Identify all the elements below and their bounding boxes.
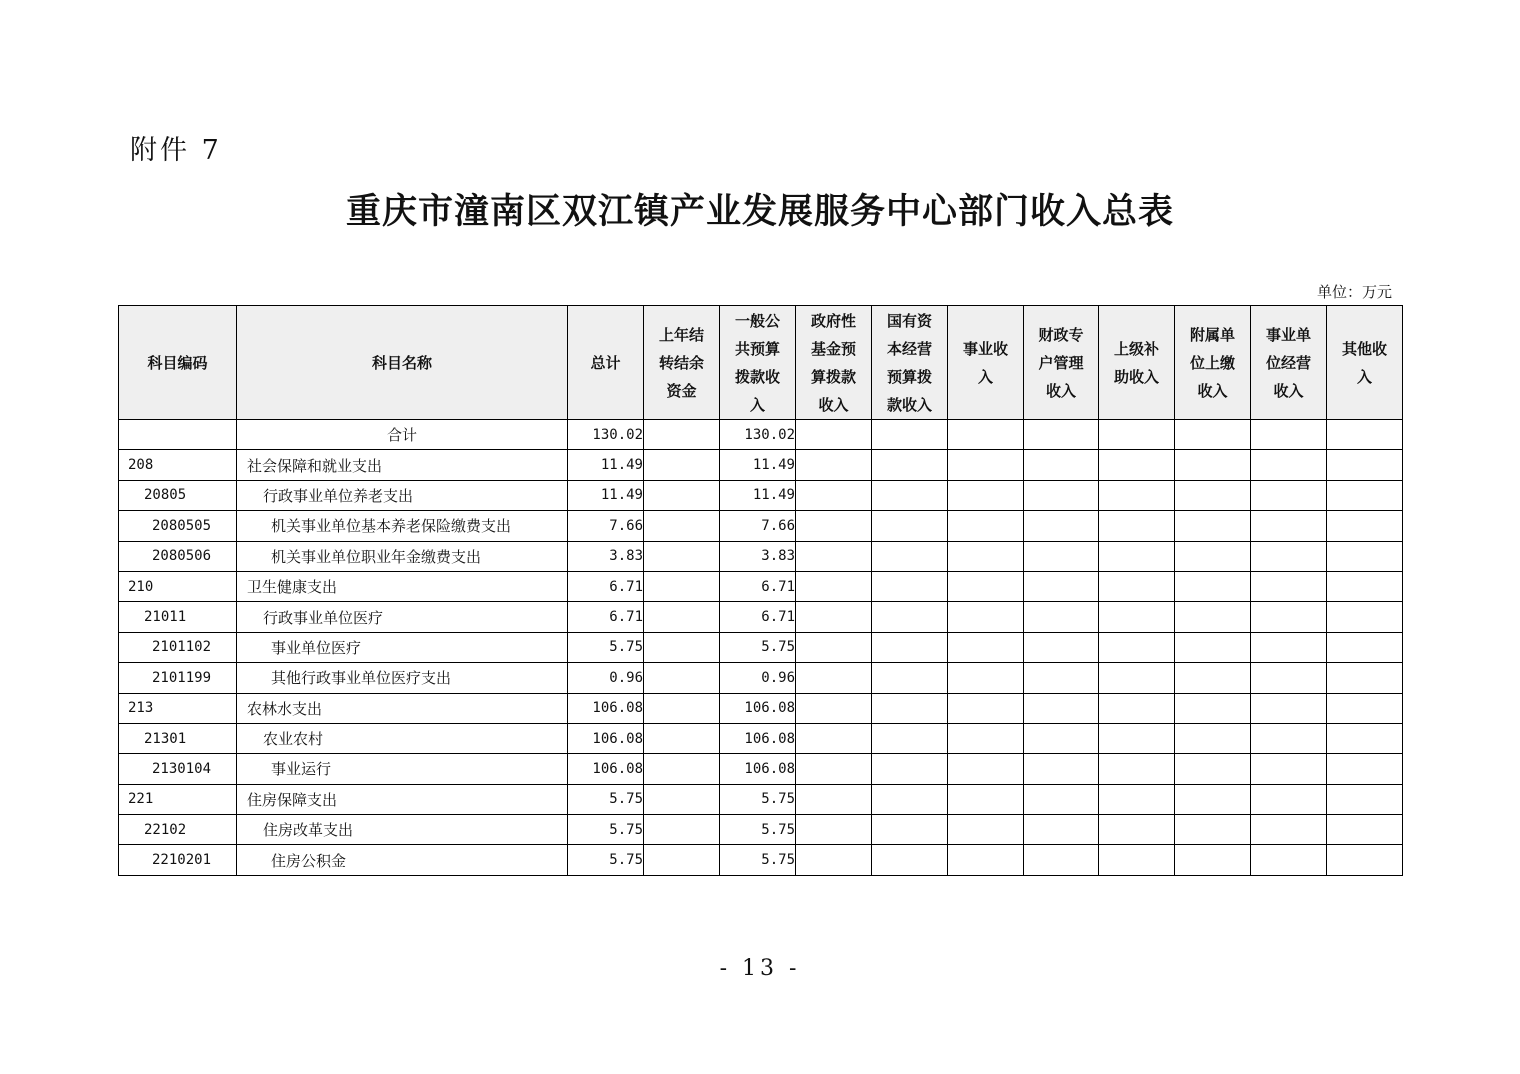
row-empty-cell <box>1175 723 1251 753</box>
row-empty-cell <box>1099 632 1175 662</box>
row-empty-cell <box>948 723 1024 753</box>
row-empty-cell <box>1024 693 1099 723</box>
row-empty-cell <box>872 754 948 784</box>
row-carryover <box>644 571 720 601</box>
row-empty-cell <box>872 450 948 480</box>
row-empty-cell <box>1175 754 1251 784</box>
row-code: 20805 <box>119 480 237 510</box>
row-empty-cell <box>1024 511 1099 541</box>
row-total: 106.08 <box>568 723 644 753</box>
row-name: 社会保障和就业支出 <box>237 450 568 480</box>
row-name: 机关事业单位职业年金缴费支出 <box>237 541 568 571</box>
row-empty-cell <box>1024 420 1099 450</box>
row-empty-cell <box>1099 754 1175 784</box>
row-empty-cell <box>1099 723 1175 753</box>
row-total: 11.49 <box>568 480 644 510</box>
column-header-affiliated-units: 附属单位上缴收入 <box>1175 306 1251 420</box>
row-empty-cell <box>1251 420 1327 450</box>
row-empty-cell <box>948 663 1024 693</box>
row-general-budget: 11.49 <box>720 450 796 480</box>
row-empty-cell <box>1327 845 1403 875</box>
row-empty-cell <box>796 571 872 601</box>
row-empty-cell <box>1175 693 1251 723</box>
row-general-budget: 5.75 <box>720 845 796 875</box>
row-empty-cell <box>1099 450 1175 480</box>
table-row <box>119 815 1403 845</box>
row-empty-cell <box>872 511 948 541</box>
row-name: 农林水支出 <box>237 693 568 723</box>
row-carryover <box>644 754 720 784</box>
row-empty-cell <box>1024 723 1099 753</box>
row-general-budget: 106.08 <box>720 723 796 753</box>
row-name: 住房改革支出 <box>237 815 568 845</box>
row-empty-cell <box>796 511 872 541</box>
row-empty-cell <box>1099 420 1175 450</box>
row-empty-cell <box>1099 571 1175 601</box>
row-empty-cell <box>948 541 1024 571</box>
row-code <box>119 420 237 450</box>
row-code: 2210201 <box>119 845 237 875</box>
table-header-row <box>119 306 1403 420</box>
row-general-budget: 11.49 <box>720 480 796 510</box>
row-total: 106.08 <box>568 754 644 784</box>
row-empty-cell <box>1024 602 1099 632</box>
row-empty-cell <box>796 815 872 845</box>
row-empty-cell <box>948 571 1024 601</box>
table-row-total <box>119 420 1403 450</box>
row-total: 5.75 <box>568 784 644 814</box>
row-empty-cell <box>1099 815 1175 845</box>
row-name: 住房保障支出 <box>237 784 568 814</box>
row-empty-cell <box>948 693 1024 723</box>
row-empty-cell <box>1024 541 1099 571</box>
row-name: 其他行政事业单位医疗支出 <box>237 663 568 693</box>
row-code: 21301 <box>119 723 237 753</box>
row-code: 21011 <box>119 602 237 632</box>
row-empty-cell <box>872 602 948 632</box>
row-empty-cell <box>872 845 948 875</box>
row-empty-cell <box>796 663 872 693</box>
row-name: 住房公积金 <box>237 845 568 875</box>
row-empty-cell <box>796 602 872 632</box>
row-general-budget: 6.71 <box>720 571 796 601</box>
row-carryover <box>644 784 720 814</box>
row-empty-cell <box>1327 723 1403 753</box>
row-empty-cell <box>1175 511 1251 541</box>
row-empty-cell <box>1024 571 1099 601</box>
row-carryover <box>644 602 720 632</box>
income-summary-table <box>118 305 1403 876</box>
row-empty-cell <box>796 541 872 571</box>
row-general-budget: 5.75 <box>720 632 796 662</box>
row-empty-cell <box>1099 511 1175 541</box>
row-code: 221 <box>119 784 237 814</box>
row-empty-cell <box>1024 754 1099 784</box>
row-code: 2101102 <box>119 632 237 662</box>
row-total: 5.75 <box>568 845 644 875</box>
row-name: 机关事业单位基本养老保险缴费支出 <box>237 511 568 541</box>
row-empty-cell <box>796 450 872 480</box>
column-header-business-income: 事业收入 <box>948 306 1024 420</box>
column-header-carryover: 上年结转结余资金 <box>644 306 720 420</box>
row-general-budget: 5.75 <box>720 784 796 814</box>
row-empty-cell <box>1251 723 1327 753</box>
row-empty-cell <box>872 420 948 450</box>
row-carryover <box>644 845 720 875</box>
row-total: 6.71 <box>568 571 644 601</box>
row-code: 2080506 <box>119 541 237 571</box>
column-header-business-ops: 事业单位经营收入 <box>1251 306 1327 420</box>
page-title: 重庆市潼南区双江镇产业发展服务中心部门收入总表 <box>345 191 1174 232</box>
row-empty-cell <box>1251 571 1327 601</box>
row-empty-cell <box>796 480 872 510</box>
column-header-fiscal-special: 财政专户管理收入 <box>1024 306 1099 420</box>
table-row <box>119 511 1403 541</box>
row-empty-cell <box>1251 632 1327 662</box>
attachment-label: 附件 7 <box>130 135 222 166</box>
row-name: 事业运行 <box>237 754 568 784</box>
row-empty-cell <box>1175 571 1251 601</box>
row-empty-cell <box>1251 602 1327 632</box>
row-total: 5.75 <box>568 815 644 845</box>
column-header-superior-subsidy: 上级补助收入 <box>1099 306 1175 420</box>
row-empty-cell <box>948 420 1024 450</box>
row-empty-cell <box>1327 602 1403 632</box>
row-empty-cell <box>1024 815 1099 845</box>
row-empty-cell <box>1024 480 1099 510</box>
table-row <box>119 663 1403 693</box>
row-empty-cell <box>948 815 1024 845</box>
table-row <box>119 480 1403 510</box>
row-empty-cell <box>1251 541 1327 571</box>
row-total: 7.66 <box>568 511 644 541</box>
row-empty-cell <box>1251 480 1327 510</box>
row-empty-cell <box>872 632 948 662</box>
row-carryover <box>644 511 720 541</box>
row-empty-cell <box>1024 663 1099 693</box>
row-empty-cell <box>1024 784 1099 814</box>
row-name: 事业单位医疗 <box>237 632 568 662</box>
table-row <box>119 571 1403 601</box>
row-total: 0.96 <box>568 663 644 693</box>
row-total: 3.83 <box>568 541 644 571</box>
row-empty-cell <box>796 784 872 814</box>
column-header-state-capital: 国有资本经营预算拨款收入 <box>872 306 948 420</box>
row-total: 5.75 <box>568 632 644 662</box>
row-empty-cell <box>1327 693 1403 723</box>
row-total: 11.49 <box>568 450 644 480</box>
row-empty-cell <box>1099 845 1175 875</box>
row-empty-cell <box>1327 450 1403 480</box>
row-code: 2101199 <box>119 663 237 693</box>
row-empty-cell <box>1099 663 1175 693</box>
row-empty-cell <box>1099 480 1175 510</box>
row-code: 213 <box>119 693 237 723</box>
row-empty-cell <box>1327 571 1403 601</box>
row-empty-cell <box>948 754 1024 784</box>
row-empty-cell <box>1175 632 1251 662</box>
row-empty-cell <box>796 420 872 450</box>
row-general-budget: 130.02 <box>720 420 796 450</box>
row-empty-cell <box>948 845 1024 875</box>
row-empty-cell <box>1024 450 1099 480</box>
row-empty-cell <box>796 845 872 875</box>
row-empty-cell <box>872 480 948 510</box>
row-general-budget: 6.71 <box>720 602 796 632</box>
row-empty-cell <box>1251 663 1327 693</box>
row-empty-cell <box>1099 541 1175 571</box>
row-empty-cell <box>948 784 1024 814</box>
row-empty-cell <box>1327 511 1403 541</box>
column-header-gov-fund: 政府性基金预算拨款收入 <box>796 306 872 420</box>
row-empty-cell <box>1327 663 1403 693</box>
row-empty-cell <box>872 723 948 753</box>
row-empty-cell <box>1175 845 1251 875</box>
row-carryover <box>644 693 720 723</box>
row-empty-cell <box>948 511 1024 541</box>
row-name: 行政事业单位医疗 <box>237 602 568 632</box>
row-empty-cell <box>1327 754 1403 784</box>
column-header-name: 科目名称 <box>237 306 568 420</box>
row-empty-cell <box>872 541 948 571</box>
row-carryover <box>644 480 720 510</box>
row-total: 6.71 <box>568 602 644 632</box>
column-header-total: 总计 <box>568 306 644 420</box>
table-row <box>119 450 1403 480</box>
row-empty-cell <box>948 632 1024 662</box>
row-empty-cell <box>1175 815 1251 845</box>
row-carryover <box>644 632 720 662</box>
row-empty-cell <box>872 571 948 601</box>
row-empty-cell <box>796 632 872 662</box>
row-name: 行政事业单位养老支出 <box>237 480 568 510</box>
row-empty-cell <box>1175 450 1251 480</box>
table-row <box>119 784 1403 814</box>
row-empty-cell <box>1251 450 1327 480</box>
row-empty-cell <box>1175 480 1251 510</box>
row-code: 2130104 <box>119 754 237 784</box>
page-number: - 13 - <box>719 956 801 981</box>
table-row <box>119 723 1403 753</box>
row-empty-cell <box>1327 480 1403 510</box>
row-empty-cell <box>1327 420 1403 450</box>
row-general-budget: 5.75 <box>720 815 796 845</box>
row-empty-cell <box>1175 541 1251 571</box>
unit-label: 单位：万元 <box>1316 283 1392 301</box>
row-empty-cell <box>872 693 948 723</box>
row-general-budget: 3.83 <box>720 541 796 571</box>
row-general-budget: 7.66 <box>720 511 796 541</box>
row-name: 农业农村 <box>237 723 568 753</box>
row-empty-cell <box>796 754 872 784</box>
row-empty-cell <box>1251 845 1327 875</box>
table-row <box>119 541 1403 571</box>
row-name: 合计 <box>237 420 568 450</box>
table-row <box>119 754 1403 784</box>
row-empty-cell <box>1024 632 1099 662</box>
table-row <box>119 845 1403 875</box>
row-code: 210 <box>119 571 237 601</box>
table-row <box>119 693 1403 723</box>
row-carryover <box>644 541 720 571</box>
column-header-general-budget: 一般公共预算拨款收入 <box>720 306 796 420</box>
row-carryover <box>644 723 720 753</box>
row-empty-cell <box>948 480 1024 510</box>
row-empty-cell <box>1251 693 1327 723</box>
row-general-budget: 106.08 <box>720 693 796 723</box>
row-empty-cell <box>1099 784 1175 814</box>
row-code: 208 <box>119 450 237 480</box>
row-carryover <box>644 450 720 480</box>
row-name: 卫生健康支出 <box>237 571 568 601</box>
row-empty-cell <box>1099 693 1175 723</box>
row-total: 106.08 <box>568 693 644 723</box>
row-empty-cell <box>948 602 1024 632</box>
row-empty-cell <box>872 663 948 693</box>
row-code: 2080505 <box>119 511 237 541</box>
row-empty-cell <box>796 723 872 753</box>
row-carryover <box>644 815 720 845</box>
row-empty-cell <box>1099 602 1175 632</box>
row-general-budget: 0.96 <box>720 663 796 693</box>
row-carryover <box>644 663 720 693</box>
table-row <box>119 602 1403 632</box>
row-empty-cell <box>1251 784 1327 814</box>
row-empty-cell <box>872 815 948 845</box>
row-code: 22102 <box>119 815 237 845</box>
row-empty-cell <box>1327 784 1403 814</box>
row-empty-cell <box>1327 815 1403 845</box>
row-empty-cell <box>1175 420 1251 450</box>
row-empty-cell <box>1175 602 1251 632</box>
row-empty-cell <box>948 450 1024 480</box>
row-empty-cell <box>1327 541 1403 571</box>
column-header-other-income: 其他收入 <box>1327 306 1403 420</box>
row-empty-cell <box>1175 663 1251 693</box>
row-empty-cell <box>1024 845 1099 875</box>
row-carryover <box>644 420 720 450</box>
row-empty-cell <box>1327 632 1403 662</box>
column-header-code: 科目编码 <box>119 306 237 420</box>
row-empty-cell <box>796 693 872 723</box>
row-total: 130.02 <box>568 420 644 450</box>
row-empty-cell <box>1175 784 1251 814</box>
row-empty-cell <box>872 784 948 814</box>
row-empty-cell <box>1251 815 1327 845</box>
table-row <box>119 632 1403 662</box>
row-empty-cell <box>1251 511 1327 541</box>
row-empty-cell <box>1251 754 1327 784</box>
row-general-budget: 106.08 <box>720 754 796 784</box>
